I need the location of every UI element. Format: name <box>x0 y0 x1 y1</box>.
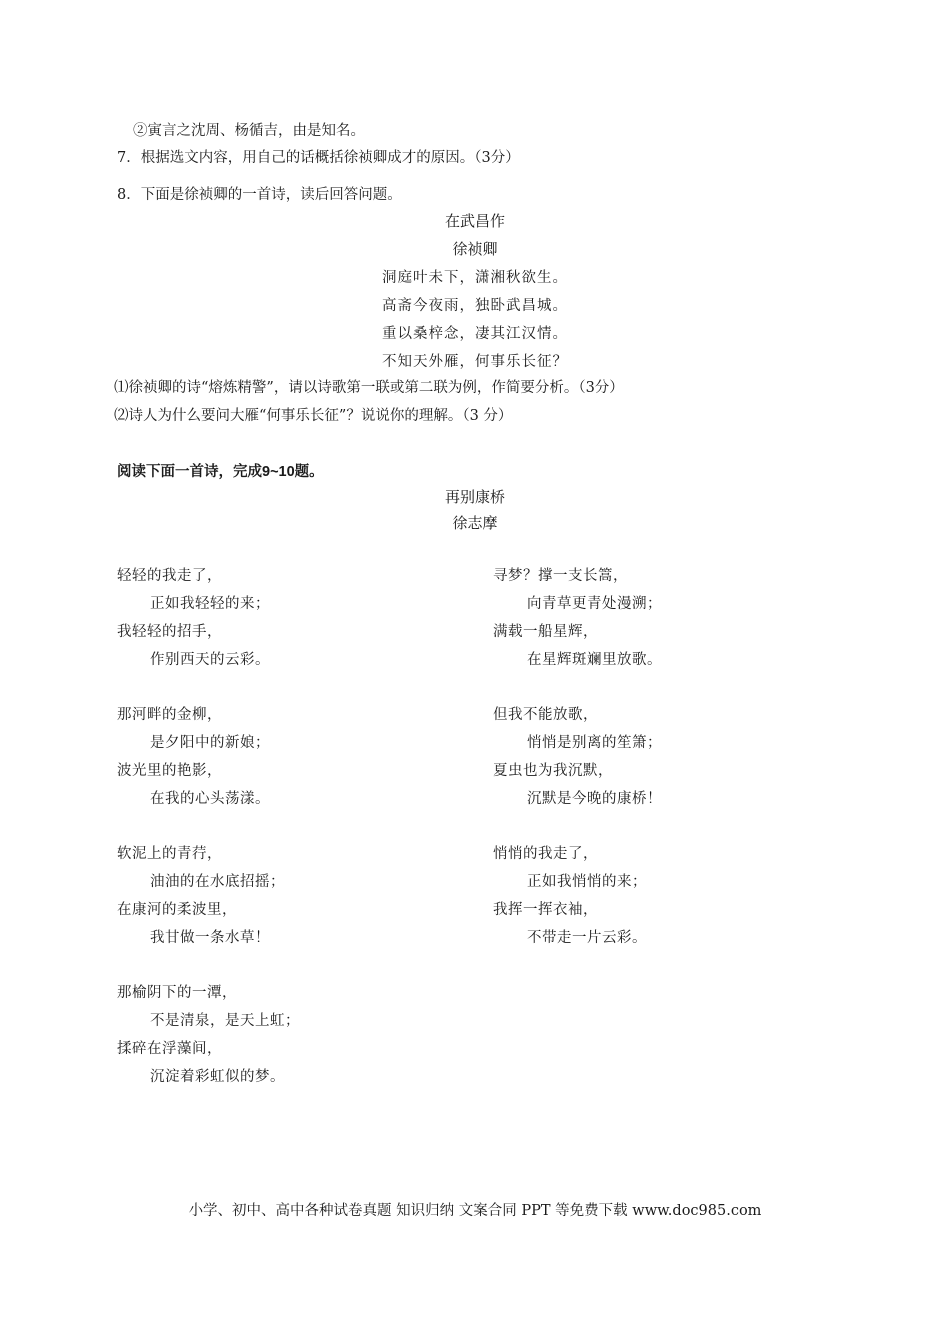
poem-line: 不带走一片云彩。 <box>527 930 647 946</box>
poem-line: 油油的在水底招摇； <box>150 874 285 890</box>
question-8-sub-2: ⑵诗人为什么要问大雁“何事乐长征”？说说你的理解。（3 分） <box>114 408 513 424</box>
poem2-author: 徐志摩 <box>452 514 498 532</box>
poem2-title: 再别康桥 <box>444 488 505 506</box>
poem1-line-3: 重以桑梓念，凄其江汉情。 <box>382 326 568 342</box>
poem-line: 我挥一挥衣袖， <box>493 902 598 918</box>
footer-text: 小学、初中、高中各种试卷真题 知识归纳 文案合同 PPT 等免费下载 www.doc985.com <box>188 1203 762 1219</box>
poem1-author: 徐祯卿 <box>452 240 498 258</box>
question-7: 7．根据选文内容，用自己的话概括徐祯卿成才的原因。（3分） <box>117 150 520 166</box>
poem-line: 悄悄的我走了， <box>493 846 598 862</box>
poem-line: 正如我轻轻的来； <box>150 596 270 612</box>
poem-line: 寻梦？撑一支长篙， <box>493 568 628 584</box>
poem-line: 那榆阴下的一潭， <box>117 985 237 1001</box>
poem-line: 揉碎在浮藻间， <box>117 1041 222 1057</box>
question-8-sub-1: ⑴徐祯卿的诗“熔炼精警”，请以诗歌第一联或第二联为例，作简要分析。（3分） <box>114 380 624 396</box>
poem-line: 在我的心头荡漾。 <box>150 791 270 807</box>
poem-line: 在星辉斑斓里放歌。 <box>527 652 662 668</box>
poem1-line-1: 洞庭叶未下，潇湘秋欲生。 <box>382 270 568 286</box>
poem-line: 满载一船星辉， <box>493 624 598 640</box>
poem-line: 悄悄是别离的笙箫； <box>527 735 662 751</box>
poem-line: 但我不能放歌， <box>493 707 598 723</box>
section-heading: 阅读下面一首诗，完成9~10题。 <box>117 464 324 480</box>
poem-line: 我甘做一条水草！ <box>150 930 270 946</box>
question-8: 8．下面是徐祯卿的一首诗，读后回答问题。 <box>117 187 402 203</box>
poem1-line-2: 高斋今夜雨，独卧武昌城。 <box>382 298 568 314</box>
poem-line: 向青草更青处漫溯； <box>527 596 662 612</box>
poem1-line-4: 不知天外雁，何事乐长征？ <box>382 354 568 370</box>
poem-line: 正如我悄悄的来； <box>527 874 647 890</box>
poem-line: 夏虫也为我沉默， <box>493 763 613 779</box>
poem-line: 软泥上的青荇， <box>117 846 222 862</box>
poem-line: 轻轻的我走了， <box>117 568 222 584</box>
q6-item-2: ②寅言之沈周、杨循吉，由是知名。 <box>133 123 365 139</box>
poem-line: 沉淀着彩虹似的梦。 <box>150 1069 285 1085</box>
poem-line: 那河畔的金柳， <box>117 707 222 723</box>
poem1-title: 在武昌作 <box>444 212 505 230</box>
poem-line: 作别西天的云彩。 <box>150 652 270 668</box>
poem-line: 是夕阳中的新娘； <box>150 735 270 751</box>
poem-line: 在康河的柔波里， <box>117 902 237 918</box>
poem-line: 不是清泉，是天上虹； <box>150 1013 300 1029</box>
poem-line: 沉默是今晚的康桥！ <box>527 791 662 807</box>
poem-line: 我轻轻的招手， <box>117 624 222 640</box>
poem-line: 波光里的艳影， <box>117 763 222 779</box>
